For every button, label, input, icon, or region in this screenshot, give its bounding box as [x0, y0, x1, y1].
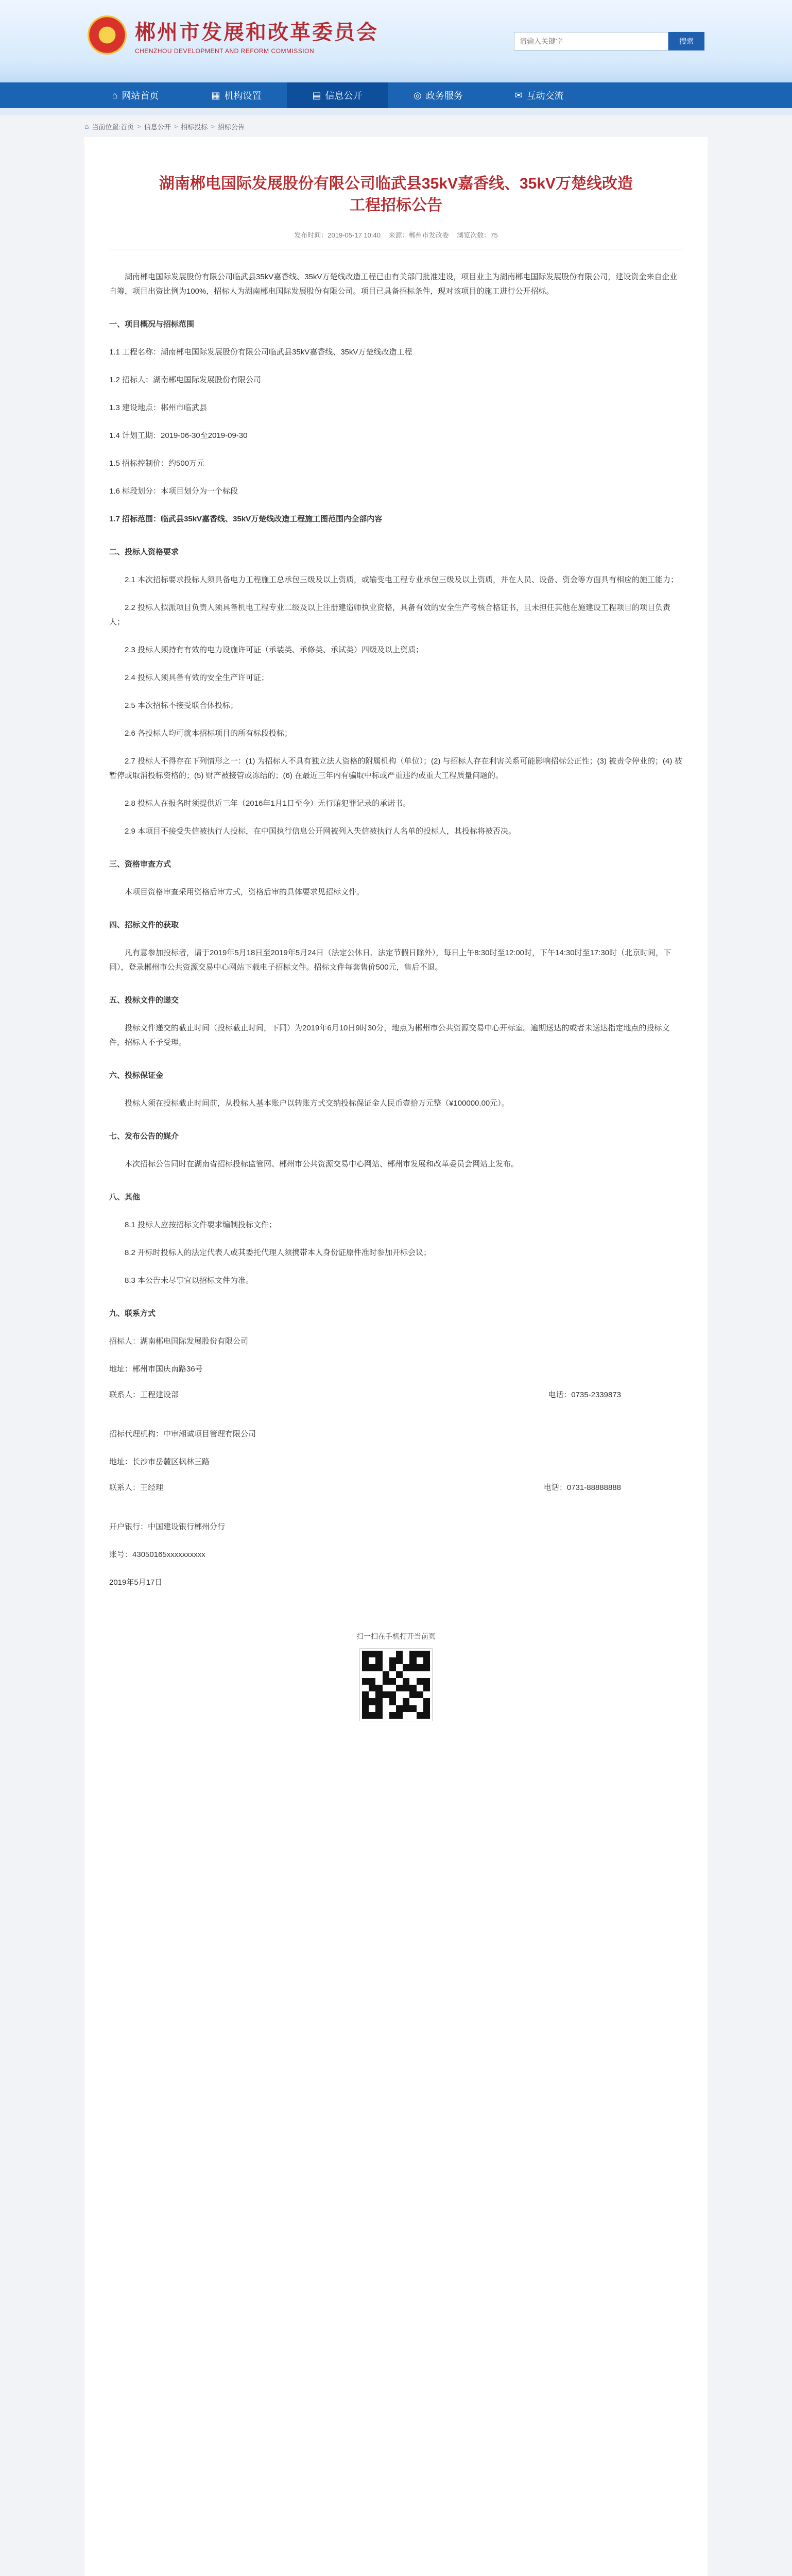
contact-key: 账号：: [109, 1550, 133, 1559]
list-item: 1.4 计划工期：2019-06-30至2019-09-30: [109, 431, 248, 440]
doc-icon: ▤: [312, 90, 321, 100]
intro-paragraph: 湖南郴电国际发展股份有限公司临武县35kV嘉香线、35kV万楚线改造工程已由有关部门批准建设，项目业主为湖南郴电国际发展股份有限公司，建设资金来自企业自筹，项目出资比例为100%，招标人为湖南郴电国际发展股份有限公司。项目已具备招标条件，现对该项目的施工进行公开招标。: [109, 273, 678, 296]
site-logo[interactable]: [88, 15, 378, 55]
contact-value: 长沙市岳麓区枫林三路: [132, 1458, 210, 1466]
list-item: 1.2 招标人：湖南郴电国际发展股份有限公司: [109, 376, 262, 384]
mobile-qr-block: [109, 1631, 683, 1721]
contact-value: 0731-88888888: [566, 1483, 621, 1492]
contact-value: 郴州市国庆南路36号: [132, 1365, 203, 1374]
contact-key: 地址：: [109, 1458, 133, 1466]
nav-label: 信息公开: [325, 91, 363, 101]
list-item: 2.5 本次招标不接受联合体投标；: [125, 701, 238, 710]
article-panel: [84, 137, 708, 2576]
nav-item-info[interactable]: [287, 82, 388, 108]
section-heading: 二、投标人资格要求: [109, 548, 179, 556]
section-heading: 一、项目概况与招标范围: [109, 320, 195, 329]
contact-key: 电话：: [543, 1483, 567, 1492]
section-heading: 七、发布公告的媒介: [109, 1132, 179, 1141]
contact-line: [109, 1520, 683, 1534]
section-text: 本项目资格审查采用资格后审方式，资格后审的具体要求见招标文件。: [125, 888, 365, 896]
article-body: [109, 270, 683, 1590]
contact-key: 招标代理机构：: [109, 1430, 164, 1438]
qr-caption: 扫一扫在手机打开当前页: [356, 1632, 436, 1640]
section-text: 投标人须在投标截止时间前，从投标人基本账户以转账方式交纳投标保证金人民币壹拾万元整（¥100000.00元）。: [125, 1099, 509, 1108]
contact-line: [109, 1455, 683, 1469]
list-item: 2.9 本项目不接受失信被执行人投标，在中国执行信息公开网被列入失信被执行人名单的投标人，其投标将被否决。: [125, 827, 516, 836]
contact-row: [109, 1481, 683, 1506]
list-item: 2.1 本次招标要求投标人须具备电力工程施工总承包三级及以上资质，或输变电工程专业承包三级及以上资质，并在人员、设备、资金等方面具有相应的施工能力；: [125, 575, 679, 584]
national-emblem-icon: ★: [88, 15, 127, 55]
search-button[interactable]: 搜索: [668, 32, 704, 50]
section-text: 本次招标公告同时在湖南省招标投标监管网、郴州市公共资源交易中心网站、郴州市发展和改革委员会网站上发布。: [125, 1160, 519, 1168]
list-item: 2.2 投标人拟派项目负责人须具备机电工程专业二级及以上注册建造师执业资格，具备有效的安全生产考核合格证书，且未担任其他在施建设工程项目的项目负责人；: [109, 603, 671, 626]
section-text: 投标文件递交的截止时间（投标截止时间，下同）为2019年6月10日9时30分，地点为郴州市公共资源交易中心开标室。逾期送达的或者未送达指定地点的投标文件，招标人不予受理。: [109, 1024, 670, 1047]
section-heading: 五、投标文件的递交: [109, 996, 179, 1005]
breadcrumb-sep: >: [211, 122, 215, 130]
section-heading: 八、其他: [109, 1193, 141, 1201]
contact-value: 工程建设部: [140, 1391, 179, 1399]
breadcrumb-info[interactable]: 信息公开: [144, 123, 171, 131]
site-title: 郴州市发展和改革委员会: [135, 20, 378, 44]
section-heading: 九、联系方式: [109, 1309, 156, 1318]
contact-line: [109, 1548, 683, 1562]
qr-code-icon: [360, 1649, 432, 1721]
contact-key: 联系人：: [109, 1391, 141, 1399]
breadcrumb: [84, 115, 708, 137]
contact-row: [109, 1388, 683, 1414]
list-item: 2.6 各投标人均可就本招标项目的所有标段投标；: [125, 729, 292, 738]
list-item: 2.4 投标人须具备有效的安全生产许可证；: [125, 673, 269, 682]
breadcrumb-home[interactable]: 首页: [120, 123, 134, 131]
list-item: 8.1 投标人应按招标文件要求编制投标文件；: [125, 1221, 277, 1229]
list-item: 1.7 招标范围：临武县35kV嘉香线、35kV万楚线改造工程施工图范围内全部内容: [109, 515, 383, 523]
article-meta: [109, 230, 683, 249]
location-icon: ⌂: [84, 122, 89, 130]
section-heading: 四、招标文件的获取: [109, 921, 179, 929]
sign-date: 2019年5月17日: [109, 1578, 163, 1587]
section-heading: 三、资格审查方式: [109, 860, 171, 869]
service-icon: ◎: [414, 90, 422, 100]
list-item: 2.3 投标人须持有有效的电力设施许可证（承装类、承修类、承试类）四级及以上资质；: [125, 646, 424, 654]
contact-line: [109, 1362, 683, 1377]
contact-line: [109, 1334, 683, 1349]
contact-value: 湖南郴电国际发展股份有限公司: [140, 1337, 249, 1346]
nav-label: 网站首页: [122, 91, 159, 101]
contact-value: 0735-2339873: [571, 1391, 621, 1399]
list-item: 2.7 投标人不得存在下列情形之一：(1) 为招标人不具有独立法人资格的附属机构（单位）；(2) 与招标人存在利害关系可能影响招标公正性；(3) 被责令停业的；(4) 被暂停或取消投标资格的；(5) 财产被接管或冻结的；(6) 在最近三年内有骗取中标或严重违约或重大工程质量问题的。: [109, 757, 682, 780]
contact-value: 43050165xxxxxxxxxx: [132, 1550, 205, 1559]
breadcrumb-bidding[interactable]: 招标投标: [181, 123, 208, 131]
section-heading: 六、投标保证金: [109, 1071, 164, 1080]
list-item: 1.3 建设地点：郴州市临武县: [109, 403, 208, 412]
search-input[interactable]: [514, 32, 668, 50]
list-item: 1.6 标段划分：本项目划分为一个标段: [109, 487, 238, 496]
contact-key: 联系人：: [109, 1483, 141, 1492]
nav-label: 机构设置: [224, 91, 262, 101]
contact-key: 电话：: [548, 1391, 572, 1399]
contact-line: [109, 1427, 683, 1442]
main-nav: [0, 82, 792, 108]
site-title-en: CHENZHOU DEVELOPMENT AND REFORM COMMISSION: [135, 47, 315, 55]
contact-value: 王经理: [140, 1483, 164, 1492]
contact-value: 中国建设银行郴州分行: [148, 1522, 226, 1531]
contact-value: 中审湘诚项目管理有限公司: [163, 1430, 256, 1438]
contact-key: 地址：: [109, 1365, 133, 1374]
list-item: 1.5 招标控制价：约500万元: [109, 459, 205, 468]
chat-icon: ✉: [514, 90, 523, 100]
breadcrumb-current[interactable]: 招标公告: [217, 123, 245, 131]
search-box: [514, 32, 704, 50]
section-text: 凡有意参加投标者，请于2019年5月18日至2019年5月24日（法定公休日、法定节假日除外），每日上午8:30时至12:00时，下午14:30时至17:30时（北京时间，下同），登录郴州市公共资源交易中心网站下载电子招标文件。招标文件每套售价500元，售后不退。: [109, 948, 672, 972]
publish-date: 发布时间：2019-05-17 10:40: [294, 231, 381, 239]
list-item: 8.2 开标时投标人的法定代表人或其委托代理人须携带本人身份证原件准时参加开标会议；: [125, 1248, 432, 1257]
breadcrumb-sep: >: [174, 122, 178, 130]
nav-item-interact[interactable]: [489, 82, 590, 108]
view-count: 浏览次数：75: [457, 231, 498, 239]
nav-item-service[interactable]: [388, 82, 489, 108]
nav-divider: [0, 108, 792, 115]
breadcrumb-prefix: 当前位置:: [92, 123, 121, 131]
home-icon: ⌂: [112, 90, 118, 100]
nav-item-org[interactable]: [186, 82, 287, 108]
nav-label: 互动交流: [526, 91, 564, 101]
org-icon: ▦: [211, 90, 220, 100]
article-title: 湖南郴电国际发展股份有限公司临武县35kV嘉香线、35kV万楚线改造工程招标公告: [159, 175, 633, 214]
contact-key: 开户银行：: [109, 1522, 148, 1531]
list-item: 1.1 工程名称：湖南郴电国际发展股份有限公司临武县35kV嘉香线、35kV万楚线改造工程: [109, 348, 412, 357]
breadcrumb-sep: >: [137, 122, 141, 130]
nav-item-home[interactable]: [85, 82, 186, 108]
nav-label: 政务服务: [425, 91, 463, 101]
article-source: 来源：郴州市发改委: [388, 231, 449, 239]
contact-key: 招标人：: [109, 1337, 141, 1346]
site-header: [0, 0, 792, 82]
list-item: 8.3 本公告未尽事宜以招标文件为准。: [125, 1276, 254, 1285]
list-item: 2.8 投标人在报名时须提供近三年（2016年1月1日至今）无行贿犯罪记录的承诺书。: [125, 799, 411, 808]
